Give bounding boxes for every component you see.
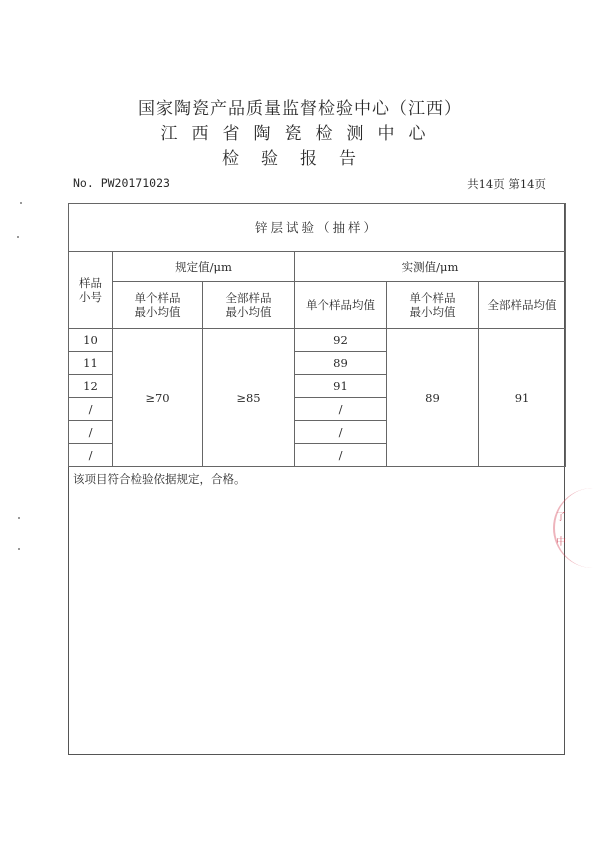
scan-speck — [18, 548, 20, 550]
seal-glyph: 了 — [556, 512, 566, 523]
measured-single-min-value: 89 — [387, 329, 479, 467]
header-spec-group: 规定值/μm — [113, 252, 295, 282]
measured-all-avg-value: 91 — [479, 329, 566, 467]
scan-speck — [18, 517, 20, 519]
center-subname: 江西省陶瓷检测中心 — [160, 124, 440, 144]
single-avg-cell: 92 — [295, 329, 387, 352]
scan-speck — [20, 202, 22, 204]
seal-glyph: 中 — [556, 537, 566, 548]
table-title: 锌层试验（抽样） — [69, 204, 566, 252]
header-spec-single-min: 单个样品 最小均值 — [113, 282, 203, 329]
sample-no-cell: / — [69, 398, 113, 421]
spec-all-value: ≥85 — [203, 329, 295, 467]
sample-no-cell: 11 — [69, 352, 113, 375]
header-measured-group: 实测值/μm — [295, 252, 566, 282]
report-title: 检验报告 — [222, 149, 378, 169]
sample-no-cell: / — [69, 421, 113, 444]
sample-no-cell: 10 — [69, 329, 113, 352]
single-avg-cell: 89 — [295, 352, 387, 375]
report-number: No. PW20171023 — [73, 176, 170, 190]
zinc-layer-test-table — [68, 203, 566, 467]
single-avg-cell: / — [295, 398, 387, 421]
sample-no-cell: / — [69, 444, 113, 467]
header-sample-no: 样品 小号 — [69, 252, 113, 329]
spec-single-value: ≥70 — [113, 329, 203, 467]
scan-speck — [17, 236, 19, 238]
header-spec-all-min: 全部样品 最小均值 — [203, 282, 295, 329]
conclusion-text: 该项目符合检验依据规定，合格。 — [73, 472, 246, 486]
page-count: 共14页 第14页 — [467, 177, 546, 191]
sample-no-cell: 12 — [69, 375, 113, 398]
header-meas-all-avg: 全部样品均值 — [479, 282, 566, 329]
header-meas-single-avg: 单个样品均值 — [295, 282, 387, 329]
single-avg-cell: / — [295, 421, 387, 444]
header-meas-single-min: 单个样品 最小均值 — [387, 282, 479, 329]
center-name: 国家陶瓷产品质量监督检验中心（江西） — [138, 99, 462, 119]
single-avg-cell: 91 — [295, 375, 387, 398]
table-row — [69, 329, 566, 352]
single-avg-cell: / — [295, 444, 387, 467]
